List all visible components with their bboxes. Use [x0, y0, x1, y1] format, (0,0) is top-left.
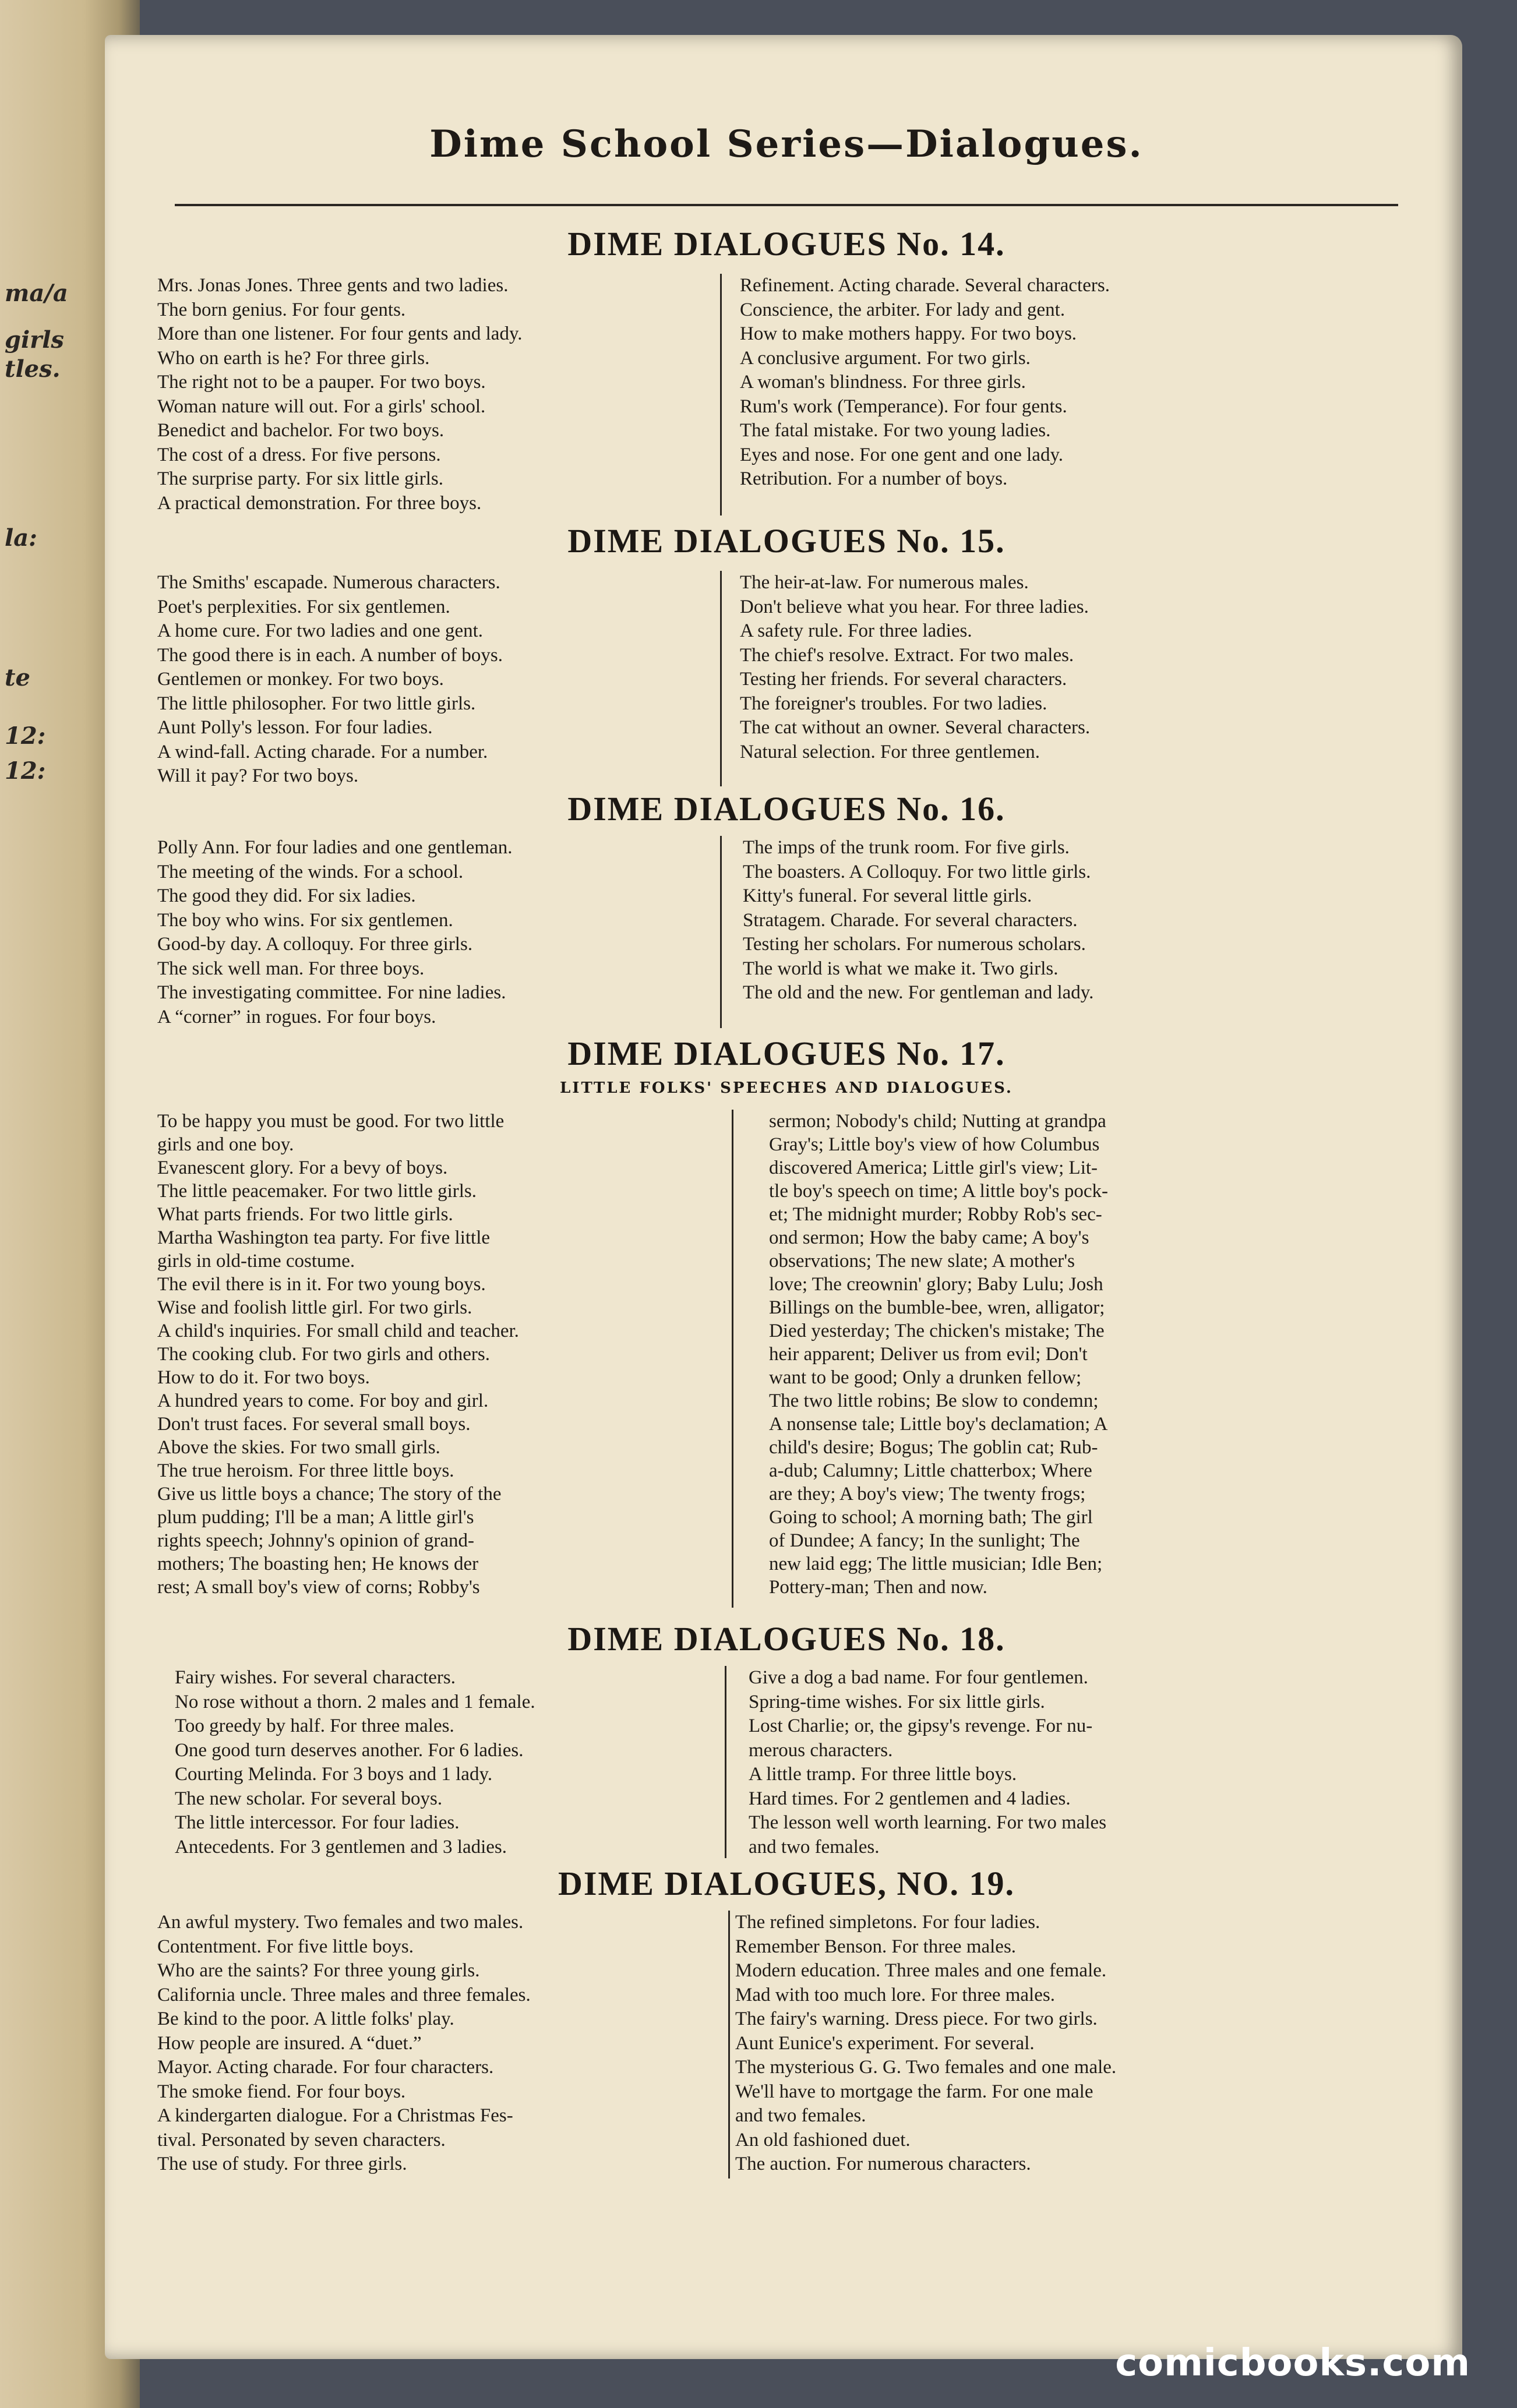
section-left-column — [157, 274, 705, 516]
section-title: DIME DIALOGUES No. 17. — [567, 1034, 1006, 1072]
list-item: Evanescent glory. For a bevy of boys. — [157, 1157, 448, 1178]
list-item: Gray's; Little boy's view of how Columbus — [769, 1134, 1100, 1155]
list-item: The boy who wins. For six gentlemen. — [157, 909, 453, 931]
list-item: Mayor. Acting charade. For four characters. — [157, 2057, 494, 2078]
list-item: The surprise party. For six little girls. — [157, 468, 443, 489]
list-item: discovered America; Little girl's view; Lit- — [769, 1157, 1098, 1178]
list-item: Retribution. For a number of boys. — [740, 468, 1008, 489]
list-item: Will it pay? For two boys. — [157, 765, 359, 786]
list-item: Conscience, the arbiter. For lady and gent. — [740, 299, 1066, 320]
list-item: are they; A boy's view; The twenty frogs; — [769, 1484, 1086, 1505]
list-item: A home cure. For two ladies and one gent. — [157, 620, 484, 641]
section-subtitle: LITTLE FOLKS' SPEECHES AND DIALOGUES. — [560, 1079, 1013, 1097]
list-item: A woman's blindness. For three girls. — [740, 372, 1026, 393]
list-item: and two females. — [735, 2105, 866, 2126]
list-item: How to make mothers happy. For two boys. — [740, 323, 1077, 344]
list-item: An old fashioned duet. — [735, 2129, 911, 2151]
list-item: Kitty's funeral. For several little girls. — [743, 885, 1032, 906]
fragment-text: ma/a — [5, 280, 68, 307]
list-item: What parts friends. For two little girls. — [157, 1204, 453, 1225]
list-item: The refined simpletons. For four ladies. — [735, 1912, 1040, 1933]
list-item: A child's inquiries. For small child and teacher. — [157, 1320, 519, 1341]
section-left-column — [157, 836, 705, 1029]
list-item: Contentment. For five little boys. — [157, 1936, 414, 1957]
list-item: Eyes and nose. For one gent and one lady. — [740, 444, 1064, 465]
section-left-column — [157, 571, 705, 789]
list-item: of Dundee; A fancy; In the sunlight; The — [769, 1530, 1080, 1551]
list-item: ond sermon; How the baby came; A boy's — [769, 1227, 1089, 1248]
list-item: We'll have to mortgage the farm. For one male — [735, 2081, 1093, 2102]
list-item: The sick well man. For three boys. — [157, 958, 425, 979]
list-item: Aunt Polly's lesson. For four ladies. — [157, 717, 433, 738]
fragment-text: 12: — [5, 757, 46, 785]
list-item: observations; The new slate; A mother's — [769, 1251, 1075, 1272]
list-item: Wise and foolish little girl. For two girls. — [157, 1297, 472, 1318]
list-item: merous characters. — [749, 1739, 893, 1761]
list-item: The Smiths' escapade. Numerous characters. — [157, 572, 500, 593]
list-item: To be happy you must be good. For two little — [157, 1111, 505, 1132]
list-item: and two females. — [749, 1836, 880, 1858]
list-item: The chief's resolve. Extract. For two males. — [740, 644, 1074, 666]
list-item: Aunt Eunice's experiment. For several. — [735, 2032, 1035, 2054]
list-item: An awful mystery. Two females and two males. — [157, 1912, 524, 1933]
list-item: California uncle. Three males and three females. — [157, 1984, 531, 2006]
list-item: Who are the saints? For three young girls. — [157, 1960, 480, 1981]
list-item: The imps of the trunk room. For five girls. — [743, 837, 1070, 858]
list-item: The cat without an owner. Several characters. — [740, 717, 1091, 738]
list-item: How people are insured. A “duet.” — [157, 2032, 422, 2054]
list-item: The right not to be a pauper. For two boys. — [157, 372, 486, 393]
section-title: DIME DIALOGUES No. 18. — [567, 1620, 1006, 1658]
list-item: Mrs. Jonas Jones. Three gents and two ladies. — [157, 275, 509, 296]
list-item: girls in old-time costume. — [157, 1251, 355, 1272]
list-item: A hundred years to come. For boy and girl. — [157, 1390, 489, 1411]
list-item: Don't trust faces. For several small boys. — [157, 1414, 471, 1435]
list-item: Gentlemen or monkey. For two boys. — [157, 669, 444, 690]
list-item: tival. Personated by seven characters. — [157, 2129, 446, 2151]
list-item: Good-by day. A colloquy. For three girls. — [157, 934, 473, 955]
section-right-column — [769, 1110, 1322, 1599]
list-item: The use of study. For three girls. — [157, 2153, 407, 2174]
list-item: Stratagem. Charade. For several characters. — [743, 909, 1078, 931]
section-title: DIME DIALOGUES, NO. 19. — [558, 1865, 1015, 1902]
list-item: The little intercessor. For four ladies. — [175, 1812, 460, 1833]
list-item: The world is what we make it. Two girls. — [743, 958, 1059, 979]
list-item: More than one listener. For four gents and lady. — [157, 323, 523, 344]
column-divider — [720, 836, 722, 1028]
fragment-text: tles. — [5, 355, 61, 383]
section-title: DIME DIALOGUES No. 15. — [567, 522, 1006, 560]
list-item: Lost Charlie; or, the gipsy's revenge. For nu- — [749, 1715, 1093, 1736]
list-item: mothers; The boasting hen; He knows der — [157, 1553, 479, 1574]
list-item: sermon; Nobody's child; Nutting at grandpa — [769, 1111, 1106, 1132]
list-item: Testing her friends. For several characters. — [740, 669, 1067, 690]
list-item: child's desire; Bogus; The goblin cat; Rub- — [769, 1437, 1098, 1458]
column-divider — [725, 1666, 726, 1858]
list-item: The little peacemaker. For two little girls. — [157, 1181, 477, 1202]
column-divider — [720, 571, 722, 786]
site-watermark: comicbooks.com — [1115, 2342, 1470, 2385]
list-item: The lesson well worth learning. For two males — [749, 1812, 1107, 1833]
list-item: The two little robins; Be slow to condemn; — [769, 1390, 1099, 1411]
section-right-column — [735, 1911, 1318, 2177]
list-item: A conclusive argument. For two girls. — [740, 347, 1031, 369]
list-item: The fairy's warning. Dress piece. For two girls. — [735, 2008, 1098, 2029]
list-item: A nonsense tale; Little boy's declamation; A — [769, 1414, 1108, 1435]
list-item: A “corner” in rogues. For four boys. — [157, 1006, 436, 1028]
list-item: No rose without a thorn. 2 males and 1 female. — [175, 1691, 535, 1713]
list-item: Testing her scholars. For numerous scholars. — [743, 934, 1086, 955]
list-item: The little philosopher. For two little girls. — [157, 693, 476, 714]
list-item: love; The creownin' glory; Baby Lulu; Josh — [769, 1274, 1103, 1295]
fragment-text: la: — [5, 524, 37, 552]
list-item: A practical demonstration. For three boys. — [157, 492, 482, 514]
list-item: Remember Benson. For three males. — [735, 1936, 1017, 1957]
list-item: Poet's perplexities. For six gentlemen. — [157, 596, 450, 617]
list-item: The old and the new. For gentleman and lady. — [743, 982, 1094, 1003]
list-item: Fairy wishes. For several characters. — [175, 1667, 456, 1688]
list-item: The good they did. For six ladies. — [157, 885, 416, 906]
masthead-rule — [175, 204, 1398, 206]
list-item: Polly Ann. For four ladies and one gentleman. — [157, 837, 513, 858]
section-left-column — [157, 1110, 722, 1599]
list-item: new laid egg; The little musician; Idle Ben; — [769, 1553, 1103, 1574]
list-item: Mad with too much lore. For three males. — [735, 1984, 1055, 2006]
column-divider — [720, 274, 722, 516]
page-masthead: Dime School Series—Dialogues. — [429, 122, 1144, 166]
list-item: The heir-at-law. For numerous males. — [740, 572, 1029, 593]
list-item: The boasters. A Colloquy. For two little girls. — [743, 861, 1091, 882]
list-item: Be kind to the poor. A little folks' play. — [157, 2008, 454, 2029]
list-item: heir apparent; Deliver us from evil; Don't — [769, 1344, 1088, 1365]
list-item: The smoke fiend. For four boys. — [157, 2081, 406, 2102]
list-item: Above the skies. For two small girls. — [157, 1437, 440, 1458]
section-title: DIME DIALOGUES No. 14. — [567, 225, 1006, 263]
list-item: The new scholar. For several boys. — [175, 1788, 443, 1809]
list-item: want to be good; Only a drunken fellow; — [769, 1367, 1082, 1388]
list-item: Rum's work (Temperance). For four gents. — [740, 396, 1067, 417]
list-item: Give us little boys a chance; The story of the — [157, 1484, 502, 1505]
list-item: Don't believe what you hear. For three ladies. — [740, 596, 1089, 617]
list-item: The foreigner's troubles. For two ladies. — [740, 693, 1047, 714]
list-item: Too greedy by half. For three males. — [175, 1715, 454, 1736]
list-item: The true heroism. For three little boys. — [157, 1460, 454, 1481]
section-right-column — [743, 836, 1314, 1005]
list-item: Woman nature will out. For a girls' school. — [157, 396, 486, 417]
list-item: A wind-fall. Acting charade. For a number. — [157, 741, 488, 762]
list-item: rights speech; Johnny's opinion of grand- — [157, 1530, 474, 1551]
list-item: A safety rule. For three ladies. — [740, 620, 972, 641]
section-right-column — [740, 571, 1311, 764]
fragment-text: te — [5, 664, 30, 691]
list-item: Courting Melinda. For 3 boys and 1 lady. — [175, 1764, 493, 1785]
list-item: A little tramp. For three little boys. — [749, 1764, 1017, 1785]
list-item: How to do it. For two boys. — [157, 1367, 370, 1388]
list-item: Pottery-man; Then and now. — [769, 1577, 987, 1598]
list-item: Who on earth is he? For three girls. — [157, 347, 430, 369]
list-item: Give a dog a bad name. For four gentlemen. — [749, 1667, 1088, 1688]
section-title: DIME DIALOGUES No. 16. — [567, 790, 1006, 828]
list-item: Hard times. For 2 gentlemen and 4 ladies. — [749, 1788, 1071, 1809]
list-item: The cooking club. For two girls and others. — [157, 1344, 490, 1365]
list-item: A kindergarten dialogue. For a Christmas Fes- — [157, 2105, 513, 2126]
list-item: The fatal mistake. For two young ladies. — [740, 420, 1051, 441]
list-item: Modern education. Three males and one female. — [735, 1960, 1107, 1981]
list-item: One good turn deserves another. For 6 ladies. — [175, 1739, 524, 1761]
list-item: The meeting of the winds. For a school. — [157, 861, 464, 882]
list-item: The mysterious G. G. Two females and one male. — [735, 2057, 1117, 2078]
list-item: Natural selection. For three gentlemen. — [740, 741, 1040, 762]
list-item: tle boy's speech on time; A little boy's pock- — [769, 1181, 1108, 1202]
list-item: Billings on the bumble-bee, wren, alligator; — [769, 1297, 1105, 1318]
fragment-text: 12: — [5, 722, 46, 750]
list-item: et; The midnight murder; Robby Rob's sec- — [769, 1204, 1102, 1225]
list-item: a-dub; Calumny; Little chatterbox; Where — [769, 1460, 1092, 1481]
fragment-text: girls — [5, 326, 64, 354]
list-item: Going to school; A morning bath; The girl — [769, 1507, 1093, 1528]
section-right-column — [740, 274, 1311, 492]
list-item: The evil there is in it. For two young boys. — [157, 1274, 486, 1295]
list-item: Refinement. Acting charade. Several characters. — [740, 275, 1110, 296]
section-left-column — [175, 1666, 711, 1859]
section-left-column — [157, 1911, 717, 2177]
list-item: Antecedents. For 3 gentlemen and 3 ladies. — [175, 1836, 507, 1858]
list-item: Spring-time wishes. For six little girls. — [749, 1691, 1045, 1713]
list-item: Benedict and bachelor. For two boys. — [157, 420, 444, 441]
list-item: Martha Washington tea party. For five little — [157, 1227, 491, 1248]
list-item: plum pudding; I'll be a man; A little girl's — [157, 1507, 474, 1528]
list-item: The investigating committee. For nine ladies. — [157, 982, 506, 1003]
list-item: rest; A small boy's view of corns; Robby's — [157, 1577, 480, 1598]
column-divider — [728, 1911, 730, 2179]
list-item: The good there is in each. A number of boys. — [157, 644, 503, 666]
list-item: Died yesterday; The chicken's mistake; The — [769, 1320, 1105, 1341]
list-item: The cost of a dress. For five persons. — [157, 444, 441, 465]
section-right-column — [749, 1666, 1320, 1859]
list-item: The born genius. For four gents. — [157, 299, 406, 320]
list-item: The auction. For numerous characters. — [735, 2153, 1031, 2174]
list-item: girls and one boy. — [157, 1134, 294, 1155]
column-divider — [732, 1110, 733, 1608]
